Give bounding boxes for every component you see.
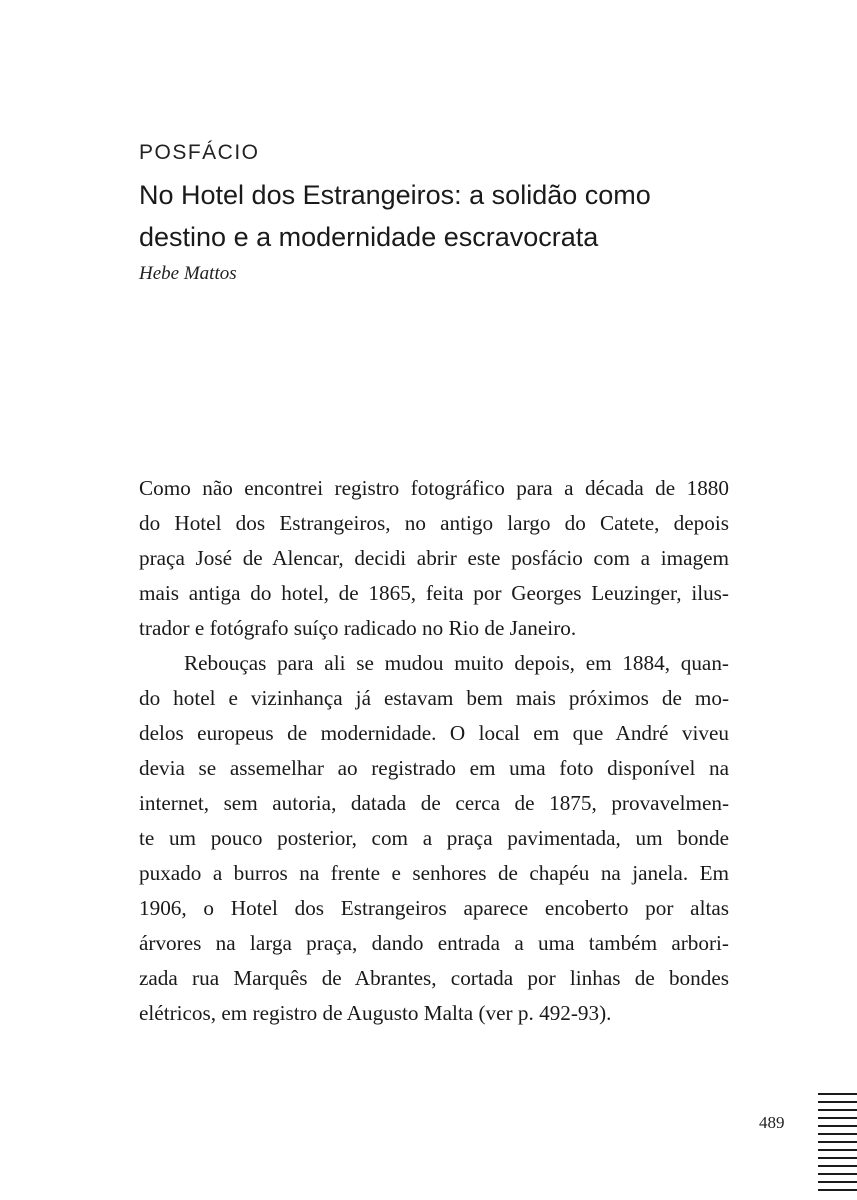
text-line: zada rua Marquês de Abrantes, cortada por linhas de bondes bbox=[139, 966, 729, 990]
text-line: mais antiga do hotel, de 1865, feita por Georges Leuzinger, ilus- bbox=[139, 581, 729, 605]
thumb-index-line bbox=[818, 1117, 857, 1119]
text-line: Como não encontrei registro fotográfico para a década de 1880 bbox=[139, 476, 729, 500]
section-label: POSFÁCIO bbox=[139, 141, 260, 164]
thumb-index-line bbox=[818, 1125, 857, 1127]
text-line: te um pouco posterior, com a praça pavimentada, um bonde bbox=[139, 826, 729, 850]
thumb-index-line bbox=[818, 1149, 857, 1151]
thumb-index-line bbox=[818, 1173, 857, 1175]
chapter-title bbox=[139, 174, 759, 258]
text-line: 1906, o Hotel dos Estrangeiros aparece encoberto por altas bbox=[139, 896, 729, 920]
thumb-index-line bbox=[818, 1141, 857, 1143]
thumb-index-line bbox=[818, 1093, 857, 1095]
text-line: do hotel e vizinhança já estavam bem mais próximos de mo- bbox=[139, 686, 729, 710]
text-line: elétricos, em registro de Augusto Malta (ver p. 492-93). bbox=[139, 1001, 612, 1025]
text-line: Rebouças para ali se mudou muito depois, em 1884, quan- bbox=[184, 651, 729, 675]
thumb-index-line bbox=[818, 1189, 857, 1191]
text-line: trador e fotógrafo suíço radicado no Rio de Janeiro. bbox=[139, 616, 577, 640]
page-number: 489 bbox=[759, 1113, 785, 1132]
author-name: Hebe Mattos bbox=[139, 263, 237, 284]
thumb-index-line bbox=[818, 1101, 857, 1103]
thumb-index-line bbox=[818, 1157, 857, 1159]
chapter-title-line: destino e a modernidade escravocrata bbox=[139, 222, 599, 252]
text-line: árvores na larga praça, dando entrada a uma também arbori- bbox=[139, 931, 729, 955]
thumb-index-marks bbox=[818, 1093, 857, 1200]
thumb-index-line bbox=[818, 1181, 857, 1183]
thumb-index-line bbox=[818, 1133, 857, 1135]
text-line: do Hotel dos Estrangeiros, no antigo largo do Catete, depois bbox=[139, 511, 729, 535]
thumb-index-line bbox=[818, 1109, 857, 1111]
text-line: internet, sem autoria, datada de cerca de 1875, provavelmen- bbox=[139, 791, 729, 815]
text-line: delos europeus de modernidade. O local em que André viveu bbox=[139, 721, 729, 745]
text-line: puxado a burros na frente e senhores de chapéu na janela. Em bbox=[139, 861, 729, 885]
text-line: devia se assemelhar ao registrado em uma foto disponível na bbox=[139, 756, 729, 780]
text-line: praça José de Alencar, decidi abrir este posfácio com a imagem bbox=[139, 546, 729, 570]
chapter-title-line: No Hotel dos Estrangeiros: a solidão como bbox=[139, 180, 651, 210]
thumb-index-line bbox=[818, 1165, 857, 1167]
body-text bbox=[139, 471, 729, 1031]
